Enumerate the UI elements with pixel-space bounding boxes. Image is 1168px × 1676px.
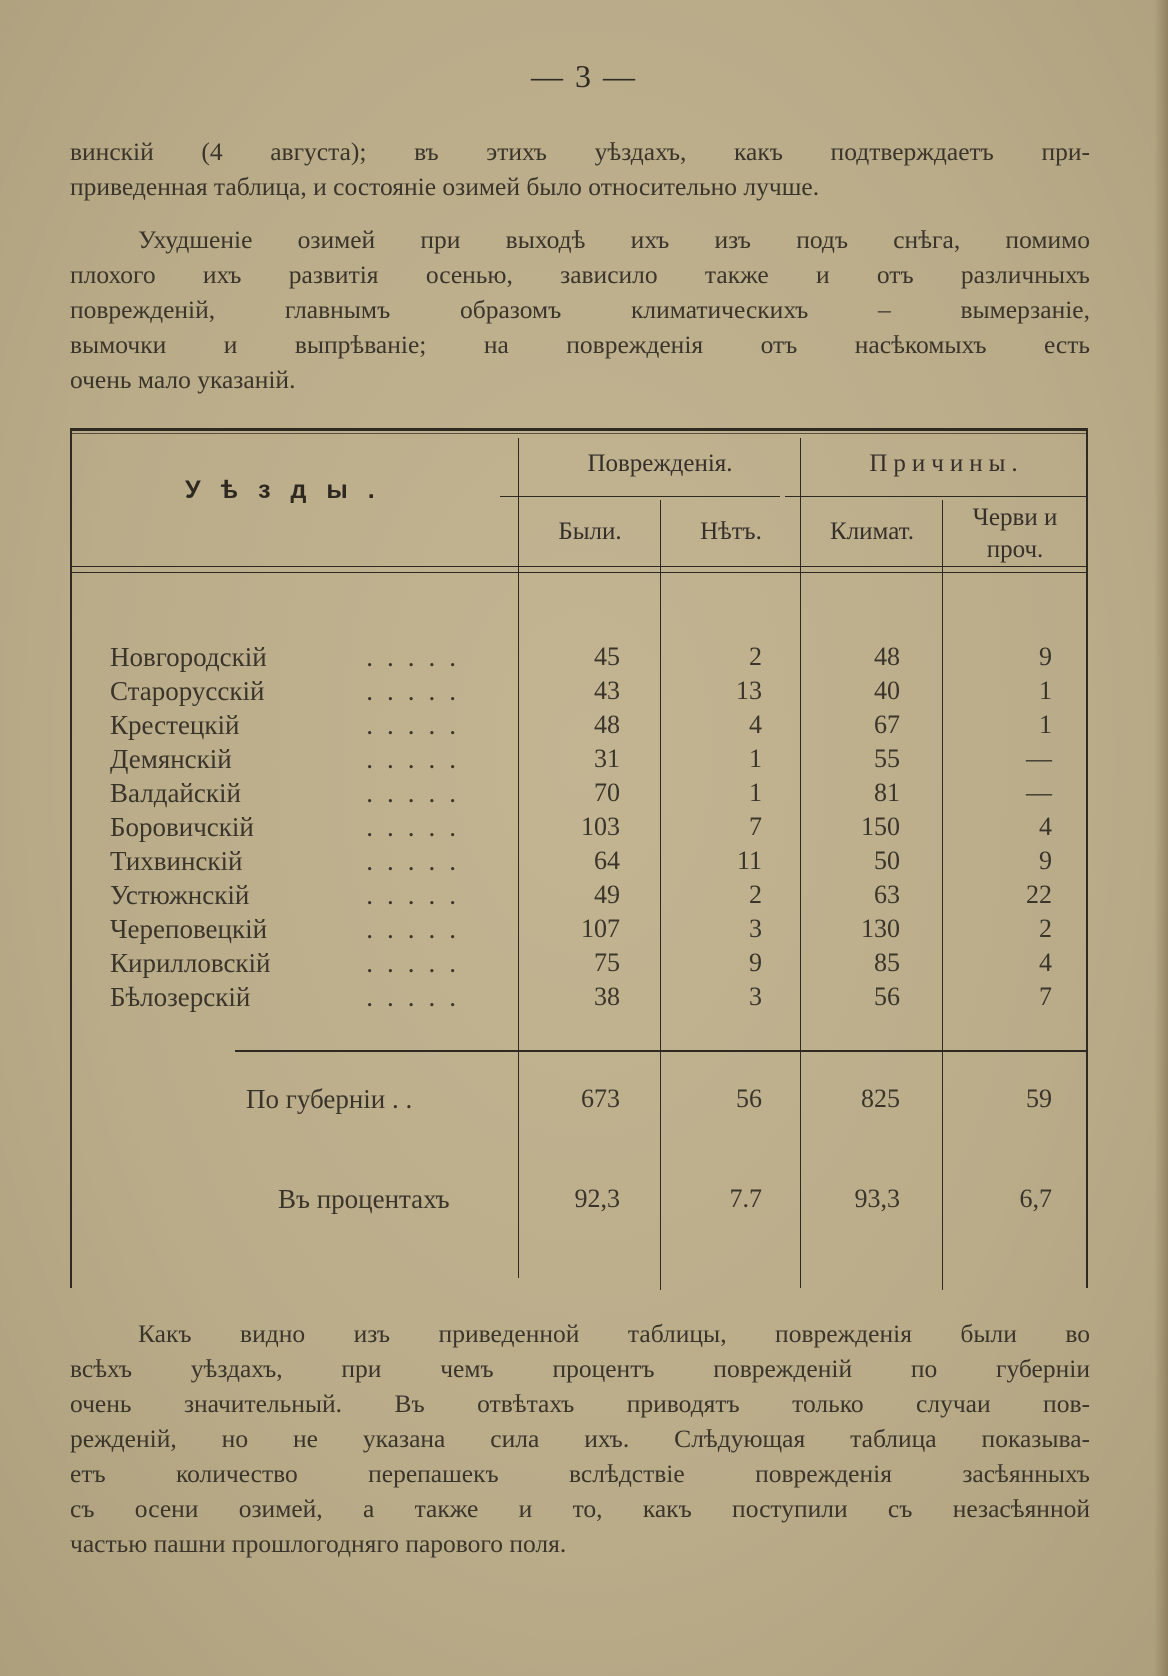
column-header-climate: Климат. [830,518,914,545]
cell-worms: — [1026,778,1052,807]
table-row [70,812,1088,846]
cell-climate: 825 [861,1084,900,1113]
cell-were: 49 [594,880,620,909]
text-line: частью пашни прошлогодняго парового поля. [70,1529,567,1558]
table-row [70,744,1088,778]
cell-were: 75 [594,948,620,977]
column-group-damage: Поврежденія. [587,450,733,477]
percent-label: Въ процентахъ [278,1184,450,1214]
cell-worms: 6,7 [1019,1184,1052,1213]
column-header-were-not: Нѣтъ. [700,518,762,545]
damage-table [70,428,1088,1288]
cell-were: 43 [594,676,620,705]
cell-climate: 48 [874,642,900,671]
leader-dots: ..... [366,778,470,808]
cell-were: 70 [594,778,620,807]
text-line: Ухудшеніе озимей при выходѣ ихъ изъ подъ снѣга, помимо [138,225,1090,254]
column-header-were: Были. [558,518,622,545]
cell-worms: 2 [1039,914,1052,943]
text-line: вымочки и выпрѣваніе; на поврежденія отъ насѣкомыхъ есть [70,330,1090,359]
cell-were: 103 [581,812,620,841]
cell-climate: 81 [874,778,900,807]
cell-climate: 85 [874,948,900,977]
table-row-percent [70,1184,1088,1218]
uezd-name: Новгородскій [110,642,267,672]
cell-climate: 40 [874,676,900,705]
page-number: — 3 — [531,58,637,94]
table-row [70,982,1088,1016]
leader-dots: ..... [366,744,470,774]
table-row [70,948,1088,982]
cell-were-not: 4 [749,710,762,739]
total-label: По губерніи . . [246,1084,413,1114]
leader-dots: ..... [366,710,470,740]
uezd-name: Старорусскій [110,676,265,706]
text-line: поврежденій, главнымъ образомъ климатическихъ – вымерзаніе, [70,295,1090,324]
uezd-name: Бѣлозерскій [110,982,251,1012]
cell-climate: 67 [874,710,900,739]
table-row [70,914,1088,948]
cell-climate: 130 [861,914,900,943]
uezd-name: Череповецкій [110,914,268,944]
cell-were: 107 [581,914,620,943]
uezd-name: Кирилловскій [110,948,271,978]
cell-were: 38 [594,982,620,1011]
text-line: съ осени озимей, а также и то, какъ поступили съ незасѣянной [70,1494,1090,1523]
table-row [70,710,1088,744]
leader-dots: ..... [366,642,470,672]
cell-climate: 63 [874,880,900,909]
cell-climate: 93,3 [854,1184,900,1213]
column-header-uezdy: Уѣзды. [185,476,395,504]
cell-worms: 4 [1039,812,1052,841]
page-edge-shadow [1154,0,1168,1676]
cell-were-not: 1 [749,778,762,807]
cell-climate: 55 [874,744,900,773]
text-line: етъ количество перепашекъ вслѣдствіе поврежденія засѣянныхъ [70,1459,1090,1488]
cell-were-not: 13 [736,676,762,705]
column-group-causes: Причины. [869,450,1024,477]
text-line: очень мало указаній. [70,365,296,394]
table-row [70,642,1088,676]
cell-worms: 1 [1039,710,1052,739]
leader-dots: ..... [366,676,470,706]
header-line: Черви и [972,504,1058,531]
leader-dots: ..... [366,982,470,1012]
cell-worms: 59 [1026,1084,1052,1113]
table-row [70,676,1088,710]
text-line: режденій, но не указана сила ихъ. Слѣдующая таблица показыва- [70,1424,1090,1453]
text-line: приведенная таблица, и состояніе озимей было относительно лучше. [70,172,820,201]
uezd-name: Устюжнскій [110,880,250,910]
table-row-province-total [70,1084,1088,1118]
cell-climate: 56 [874,982,900,1011]
table-row [70,846,1088,880]
leader-dots: ..... [366,948,470,978]
cell-were: 45 [594,642,620,671]
cell-worms: 9 [1039,642,1052,671]
leader-dots: ..... [366,914,470,944]
leader-dots: ..... [366,812,470,842]
cell-were-not: 3 [749,982,762,1011]
uezd-name: Тихвинскій [110,846,243,876]
leader-dots: ..... [366,880,470,910]
cell-were-not: 7.7 [729,1184,762,1213]
text-line: винскій (4 августа); въ этихъ уѣздахъ, какъ подтверждаетъ при- [70,137,1090,166]
text-line: плохого ихъ развитія осенью, зависило также и отъ различныхъ [70,260,1090,289]
cell-were-not: 56 [736,1084,762,1113]
cell-were-not: 3 [749,914,762,943]
paragraph-conclusion [70,1316,1090,1561]
text-line: Какъ видно изъ приведенной таблицы, поврежденія были во [138,1319,1090,1348]
cell-climate: 150 [861,812,900,841]
leader-dots: ..... [366,846,470,876]
cell-worms: 7 [1039,982,1052,1011]
text-line: всѣхъ уѣздахъ, при чемъ процентъ поврежденій по губерніи [70,1354,1090,1383]
cell-worms: 4 [1039,948,1052,977]
paragraph-damage [70,222,1090,397]
table-row [70,880,1088,914]
cell-were-not: 2 [749,880,762,909]
table-row [70,778,1088,812]
cell-were-not: 11 [736,846,762,875]
cell-worms: — [1026,744,1052,773]
cell-were: 31 [594,744,620,773]
cell-were-not: 1 [749,744,762,773]
cell-worms: 9 [1039,846,1052,875]
cell-were: 64 [594,846,620,875]
cell-were-not: 9 [749,948,762,977]
cell-worms: 1 [1039,676,1052,705]
cell-were: 673 [581,1084,620,1113]
cell-climate: 50 [874,846,900,875]
text-line: очень значительный. Въ отвѣтахъ приводятъ только случаи пов- [70,1389,1090,1418]
cell-were-not: 2 [749,642,762,671]
cell-were: 48 [594,710,620,739]
cell-were-not: 7 [749,812,762,841]
uezd-name: Крестецкій [110,710,240,740]
cell-were: 92,3 [574,1184,620,1213]
header-line: проч. [986,536,1044,563]
uezd-name: Демянскій [110,744,232,774]
paragraph-continuation [70,134,1090,204]
column-header-worms [944,502,1086,566]
uezd-name: Валдайскій [110,778,241,808]
uezd-name: Боровичскій [110,812,254,842]
cell-worms: 22 [1026,880,1052,909]
